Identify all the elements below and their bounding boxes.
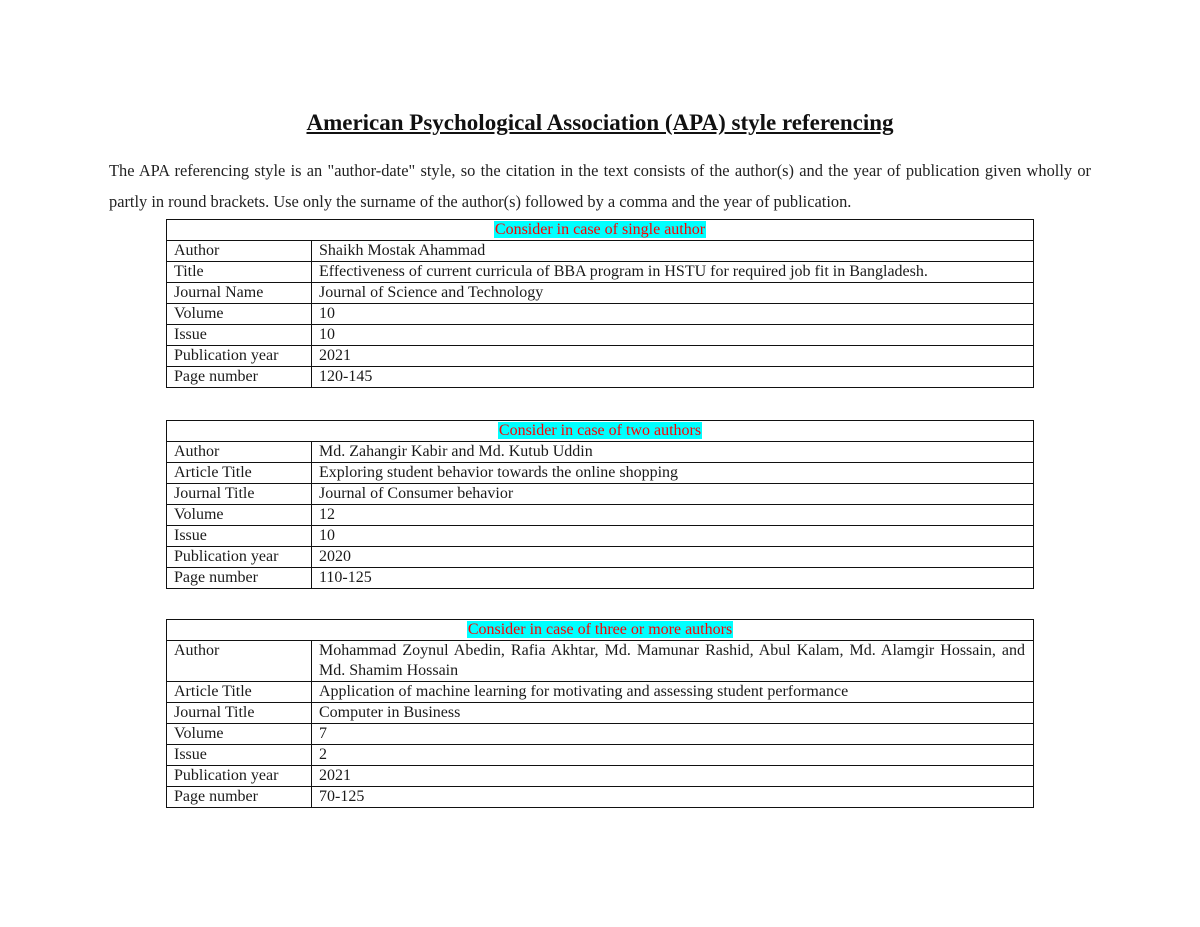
- row-value: Application of machine learning for motivating and assessing student performance: [312, 682, 1034, 703]
- row-label: Author: [167, 241, 312, 262]
- table-row: [167, 703, 1034, 724]
- table-row: [167, 745, 1034, 766]
- reference-table-three-or-more-authors: [166, 619, 1034, 808]
- table-row: [167, 367, 1034, 388]
- row-value: 110-125: [312, 568, 1034, 589]
- row-label: Title: [167, 262, 312, 283]
- row-label: Publication year: [167, 346, 312, 367]
- row-label: Article Title: [167, 463, 312, 484]
- table-heading-row: [167, 421, 1034, 442]
- row-value: Computer in Business: [312, 703, 1034, 724]
- table-row: [167, 526, 1034, 547]
- row-value: 12: [312, 505, 1034, 526]
- row-label: Journal Title: [167, 703, 312, 724]
- row-label: Volume: [167, 724, 312, 745]
- row-label: Author: [167, 641, 312, 682]
- document-title: American Psychological Association (APA) style referencing: [306, 110, 894, 135]
- table-row: [167, 283, 1034, 304]
- row-label: Author: [167, 442, 312, 463]
- row-value: 2: [312, 745, 1034, 766]
- row-label: Issue: [167, 745, 312, 766]
- row-value: 10: [312, 304, 1034, 325]
- row-value: 2021: [312, 766, 1034, 787]
- table-row: [167, 641, 1034, 682]
- row-value: Journal of Consumer behavior: [312, 484, 1034, 505]
- table-row: [167, 724, 1034, 745]
- table-row: [167, 262, 1034, 283]
- row-label: Volume: [167, 304, 312, 325]
- row-label: Page number: [167, 367, 312, 388]
- row-label: Publication year: [167, 766, 312, 787]
- intro-paragraph: The APA referencing style is an "author-date" style, so the citation in the text consists of the author(s) and the year of publication given wholly or partly in round brackets. Use only the surname of the author(s) followed by a comma and the year of publication.: [109, 161, 1091, 211]
- row-value: Effectiveness of current curricula of BBA program in HSTU for required job fit in Bangladesh.: [312, 262, 1034, 283]
- table-row: [167, 442, 1034, 463]
- row-value: Journal of Science and Technology: [312, 283, 1034, 304]
- table-heading: Consider in case of two authors: [498, 422, 702, 439]
- row-value: Exploring student behavior towards the online shopping: [312, 463, 1034, 484]
- table-heading-row: [167, 220, 1034, 241]
- row-label: Issue: [167, 526, 312, 547]
- row-value: 10: [312, 526, 1034, 547]
- table-row: [167, 484, 1034, 505]
- table-heading: Consider in case of single author: [494, 221, 706, 238]
- row-value: 10: [312, 325, 1034, 346]
- row-label: Publication year: [167, 547, 312, 568]
- row-value: Md. Zahangir Kabir and Md. Kutub Uddin: [312, 442, 1034, 463]
- table-heading: Consider in case of three or more authors: [467, 621, 733, 638]
- table-row: [167, 505, 1034, 526]
- row-label: Journal Title: [167, 484, 312, 505]
- row-value: 2021: [312, 346, 1034, 367]
- table-row: [167, 241, 1034, 262]
- row-label: Page number: [167, 787, 312, 808]
- row-value: 7: [312, 724, 1034, 745]
- row-value: 2020: [312, 547, 1034, 568]
- reference-table-two-authors: [166, 420, 1034, 589]
- row-label: Article Title: [167, 682, 312, 703]
- table-row: [167, 304, 1034, 325]
- row-value: 70-125: [312, 787, 1034, 808]
- table-heading-row: [167, 620, 1034, 641]
- row-label: Journal Name: [167, 283, 312, 304]
- row-value: Mohammad Zoynul Abedin, Rafia Akhtar, Md. Mamunar Rashid, Abul Kalam, Md. Alamgir Hossain, and Md. Shamim Hossain: [312, 641, 1034, 682]
- table-row: [167, 766, 1034, 787]
- table-row: [167, 682, 1034, 703]
- row-value: 120-145: [312, 367, 1034, 388]
- row-label: Page number: [167, 568, 312, 589]
- table-row: [167, 463, 1034, 484]
- row-label: Volume: [167, 505, 312, 526]
- table-row: [167, 787, 1034, 808]
- row-value: Shaikh Mostak Ahammad: [312, 241, 1034, 262]
- table-row: [167, 568, 1034, 589]
- reference-table-single-author: [166, 219, 1034, 388]
- table-row: [167, 346, 1034, 367]
- table-row: [167, 325, 1034, 346]
- table-row: [167, 547, 1034, 568]
- row-label: Issue: [167, 325, 312, 346]
